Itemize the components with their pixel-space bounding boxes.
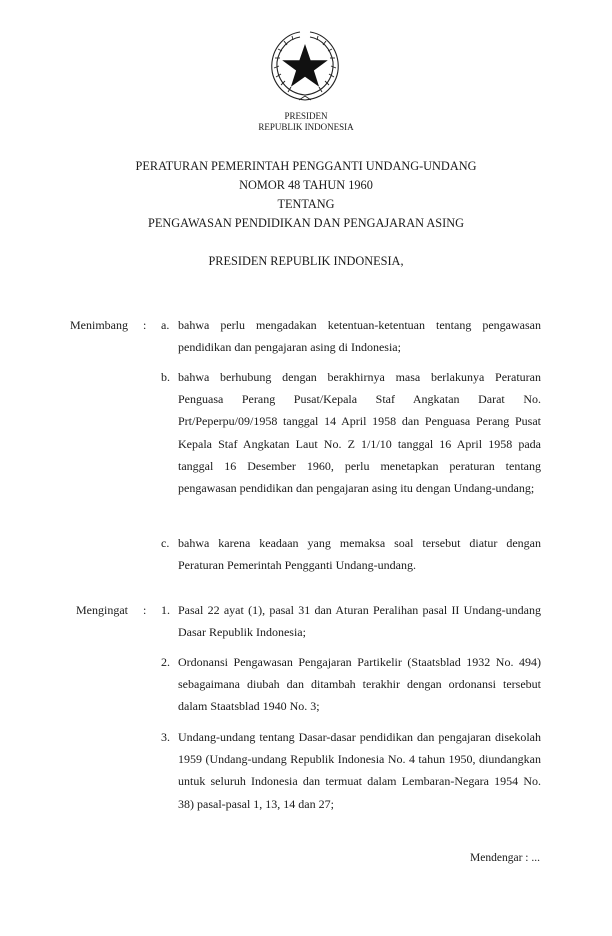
title-regulation-type: PERATURAN PEMERINTAH PENGGANTI UNDANG-UNDANG (135, 159, 477, 173)
item-marker: b. (161, 370, 170, 384)
menimbang-label: Menimbang (70, 318, 128, 332)
mengingat-item-3 (161, 726, 541, 815)
item-text: bahwa karena keadaan yang memaksa soal tersebut diatur dengan Peraturan Pemerintah Pengganti Undang-undang. (178, 536, 541, 573)
item-marker: a. (161, 318, 170, 332)
item-text: bahwa perlu mengadakan ketentuan-ketentuan tentang pengawasan pendidikan dan pengajaran asing di Indonesia; (178, 318, 541, 355)
mengingat-item-2 (161, 651, 541, 718)
item-text: Ordonansi Pengawasan Pengajaran Partikelir (Staatsblad 1932 No. 494) sebagaimana diubah dan ditambah terakhir dengan ordonansi tersebut dalam Staatsblad 1940 No. 3; (178, 655, 541, 714)
menimbang-item-b (161, 366, 541, 499)
menimbang-item-c (161, 532, 541, 576)
item-marker: c. (161, 536, 170, 550)
item-text: bahwa berhubung dengan berakhirnya masa berlakunya Peraturan Penguasa Perang Pusat/Kepala Staf Angkatan Darat No. Prt/Peperpu/09/1958 tanggal 14 April 1958 dan Penguasa Perang Pusat Kepala Staf Angkatan Laut No. Z 1/1/10 tanggal 16 April 1958 pada tanggal 16 Desember 1960, perlu menetapkan peraturan tentang pengawasan pendidikan dan pengajaran asing itu dengan Undang-undang; (178, 370, 541, 496)
mengingat-item-1 (161, 599, 541, 643)
title-tentang: TENTANG (277, 197, 335, 211)
header-presiden: PRESIDEN (284, 111, 328, 121)
title-number: NOMOR 48 TAHUN 1960 (239, 178, 373, 192)
title-issuer: PRESIDEN REPUBLIK INDONESIA, (208, 254, 404, 268)
menimbang-colon: : (143, 318, 147, 332)
mengingat-colon: : (143, 603, 147, 617)
item-text: Pasal 22 ayat (1), pasal 31 dan Aturan Peralihan pasal II Undang-undang Dasar Republik Indonesia; (178, 603, 541, 640)
menimbang-item-a (161, 314, 541, 358)
presidential-emblem-icon (266, 28, 344, 106)
mengingat-label: Mengingat (76, 603, 128, 617)
item-marker: 3. (161, 730, 170, 744)
item-marker: 2. (161, 655, 170, 669)
title-subject: PENGAWASAN PENDIDIKAN DAN PENGAJARAN ASING (147, 216, 464, 230)
continuation-note: Mendengar : ... (470, 852, 540, 864)
item-marker: 1. (161, 603, 170, 617)
header-republik: REPUBLIK INDONESIA (258, 122, 354, 132)
item-text: Undang-undang tentang Dasar-dasar pendidikan dan pengajaran disekolah 1959 (Undang-undang Republik Indonesia No. 4 tahun 1950, diundangkan untuk seluruh Indonesia dan termuat dalam Lembaran-Negara 1954 No. 38) pasal-pasal 1, 13, 14 dan 27; (178, 730, 541, 811)
